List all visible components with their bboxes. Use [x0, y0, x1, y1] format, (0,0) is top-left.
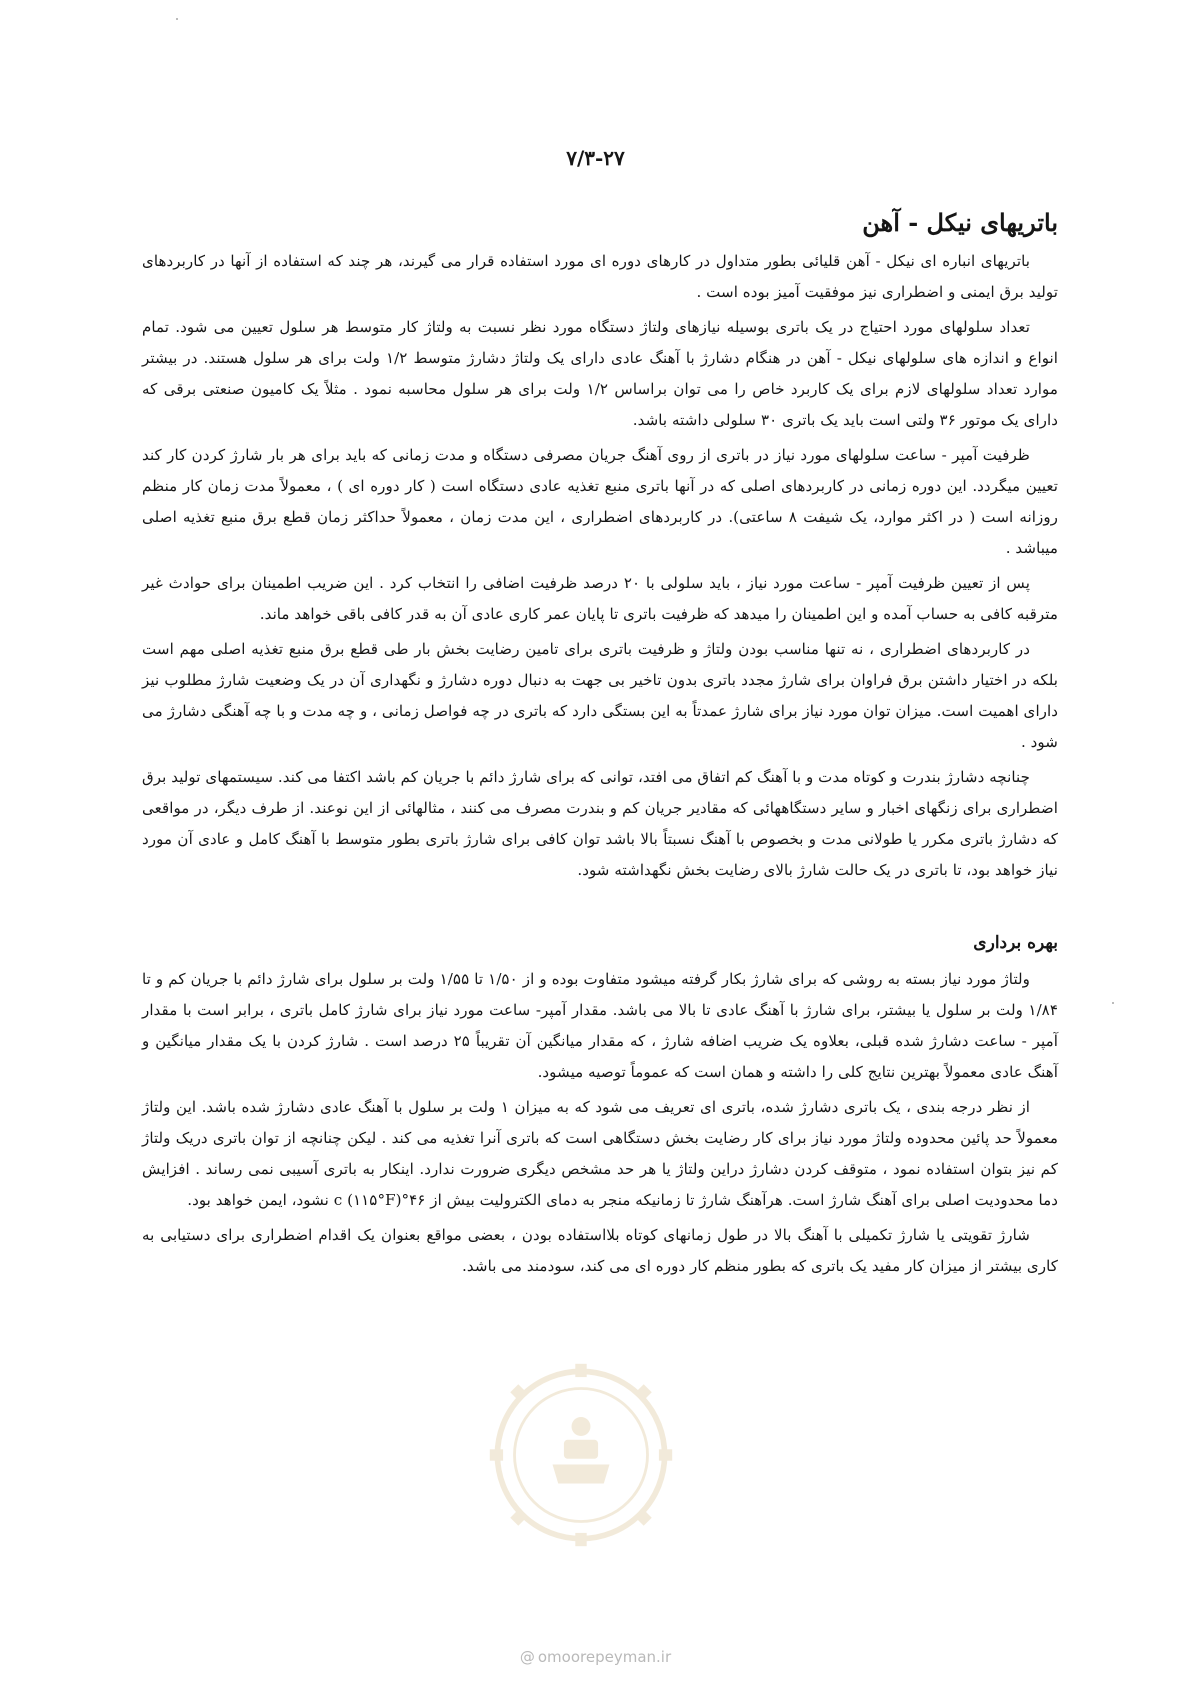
paragraph: در کاربردهای اضطراری ، نه تنها مناسب بودن ولتاژ و ظرفیت باتری برای تامین رضایت بخش بار طی قطع برق منبع تغذیه اصلی مهم است بلکه در اختیار داشتن برق فراوان برای شارژ مجدد باتری بدون تاخیر بی جهت به دنبال دوره دشارژ و نگهداری آن در یک وضعیت شارژ مطلوب نیز دارای اهمیت است. میزان توان مورد نیاز برای شارژ عمدتاً به این بستگی دارد که باتری در چه فواصل زمانی ، و چه مدت و با چه آهنگی دشارژ می شود . [142, 640, 1058, 751]
paragraph: ولتاژ مورد نیاز بسته به روشی که برای شارژ بکار گرفته میشود متفاوت بوده و از ۱/۵۰ تا ۱/۵۵ ولت بر سلول برای شارژ دائم با جریان کم و تا ۱/۸۴ ولت بر سلول یا بیشتر، برای شارژ با آهنگ عادی تا بالا می باشد. مقدار آمپر- ساعت مورد نیاز برای شارژ کامل باتری ، برابر است با مقدار آمپر - ساعت دشارژ شده قبلی، بعلاوه یک ضریب اضافه شارژ ، که مقدار میانگین آن تقریباً ۲۵ درصد است . شارژ کردن با یک مقدار میانگین و آهنگ عادی معمولاً بهترین نتایج کلی را داشته و همان است که عموماً توصیه میشود. [142, 970, 1058, 1081]
footer-url-text: omoorepeyman.ir [537, 1648, 672, 1666]
scan-mark [176, 18, 178, 20]
subsection-title: بهره برداری [973, 933, 1058, 953]
scan-mark [1112, 1002, 1114, 1004]
paragraph: ظرفیت آمپر - ساعت سلولهای مورد نیاز در باتری از روی آهنگ جریان مصرفی دستگاه و مدت زمانی که باید برای هر بار شارژ کردن کار کند تعیین میگردد. این دوره زمانی در کاربردهای اصلی که در آنها باتری منبع تغذیه عادی دستگاه است ( کار دوره ای ) ، معمولاً مدت زمان کار منظم روزانه است ( در اکثر موارد، یک شیفت ۸ ساعتی). در کاربردهای اضطراری ، این مدت زمان ، معمولاً حداکثر زمان قطع برق منبع تغذیه اصلی میباشد . [142, 446, 1058, 557]
document-body [142, 206, 1058, 1286]
footer-website [0, 1648, 1191, 1666]
section-title: باتریهای نیکل - آهن [862, 208, 1058, 237]
paragraph: پس از تعیین ظرفیت آمپر - ساعت مورد نیاز ، باید سلولی با ۲۰ درصد ظرفیت اضافی را انتخاب کرد . این ضریب اطمینان برای حوادث غیر مترقبه کافی به حساب آمده و این اطمینان را میدهد که ظرفیت باتری تا پایان عمر کاری عادی آن به قدر کافی باقی خواهد ماند. [142, 574, 1058, 623]
paragraph: شارژ تقویتی یا شارژ تکمیلی با آهنگ بالا در طول زمانهای کوتاه بلااستفاده بودن ، بعضی مواقع بعنوان یک اقدام اضطراری برای دستیابی به کاری بیشتر از میزان کار مفید یک باتری که بطور منظم کار دوره ای می کند، سودمند می باشد. [142, 1226, 1058, 1275]
paragraph: تعداد سلولهای مورد احتیاج در یک باتری بوسیله نیازهای ولتاژ دستگاه مورد نظر نسبت به ولتاژ کار متوسط هر سلول تعیین می شود. تمام انواع و اندازه های سلولهای نیکل - آهن در هنگام دشارژ با آهنگ عادی دارای یک ولتاژ دشارژ متوسط ۱/۲ ولت برای هر سلول هستند. در بیشتر موارد تعداد سلولهای لازم برای یک کاربرد خاص را می توان براساس ۱/۲ ولت برای هر سلول محاسبه نمود . مثلاً یک کامیون صنعتی برقی که دارای یک موتور ۳۶ ولتی است باید یک باتری ۳۰ سلولی داشته باشد. [142, 318, 1058, 429]
paragraph: چنانچه دشارژ بندرت و کوتاه مدت و با آهنگ کم اتفاق می افتد، توانی که برای شارژ دائم با جریان کم باشد اکتفا می کند. سیستمهای تولید برق اضطراری برای زنگهای اخبار و سایر دستگاههائی که مقادیر جریان کم و بندرت مصرف می کنند ، مثالهائی از این نوعند. از طرف دیگر، در مواقعی که دشارژ باتری مکرر یا طولانی مدت و بخصوص با آهنگ نسبتاً بالا باشد توان کافی برای شارژ باتری بطور متوسط با آهنگ کامل و عادی آن مورد نیاز خواهد بود، تا باتری در یک حالت شارژ بالای رضایت بخش نگهداشته شود. [142, 768, 1058, 879]
page-number: ۷/۳-۲۷ [566, 146, 625, 170]
at-sign-icon: @ [519, 1648, 535, 1666]
paragraph: باتریهای انباره ای نیکل - آهن قلیائی بطور متداول در کارهای دوره ای مورد استفاده قرار می گیرند، هر چند که استفاده از آنها در کاربردهای تولید برق ایمنی و اضطراری نیز موفقیت آمیز بوده است . [142, 252, 1058, 301]
watermark-seal-icon [486, 1360, 676, 1550]
paragraph: از نظر درجه بندی ، یک باتری دشارژ شده، باتری ای تعریف می شود که به میزان ۱ ولت بر سلول با آهنگ عادی دشارژ شده باشد. این ولتاژ معمولاً حد پائین محدوده ولتاژ مورد نیاز برای کار رضایت بخش دستگاهی است که باتری آنرا تغذیه می کند . لیکن چنانچه از توان باتری دریک ولتاژ کم نیز بتوان استفاده نمود ، متوقف کردن دشارژ دراین ولتاژ یا هر حد مشخص دیگری ضرورت ندارد. اینکار به باتری آسیبی نمی رساند . افزایش دما محدودیت اصلی برای آهنگ شارژ است. هرآهنگ شارژ تا زمانیکه منجر به دمای الکترولیت بیش از ۴۶°c (۱۱۵°F) نشود، ایمن خواهد بود. [142, 1098, 1058, 1209]
